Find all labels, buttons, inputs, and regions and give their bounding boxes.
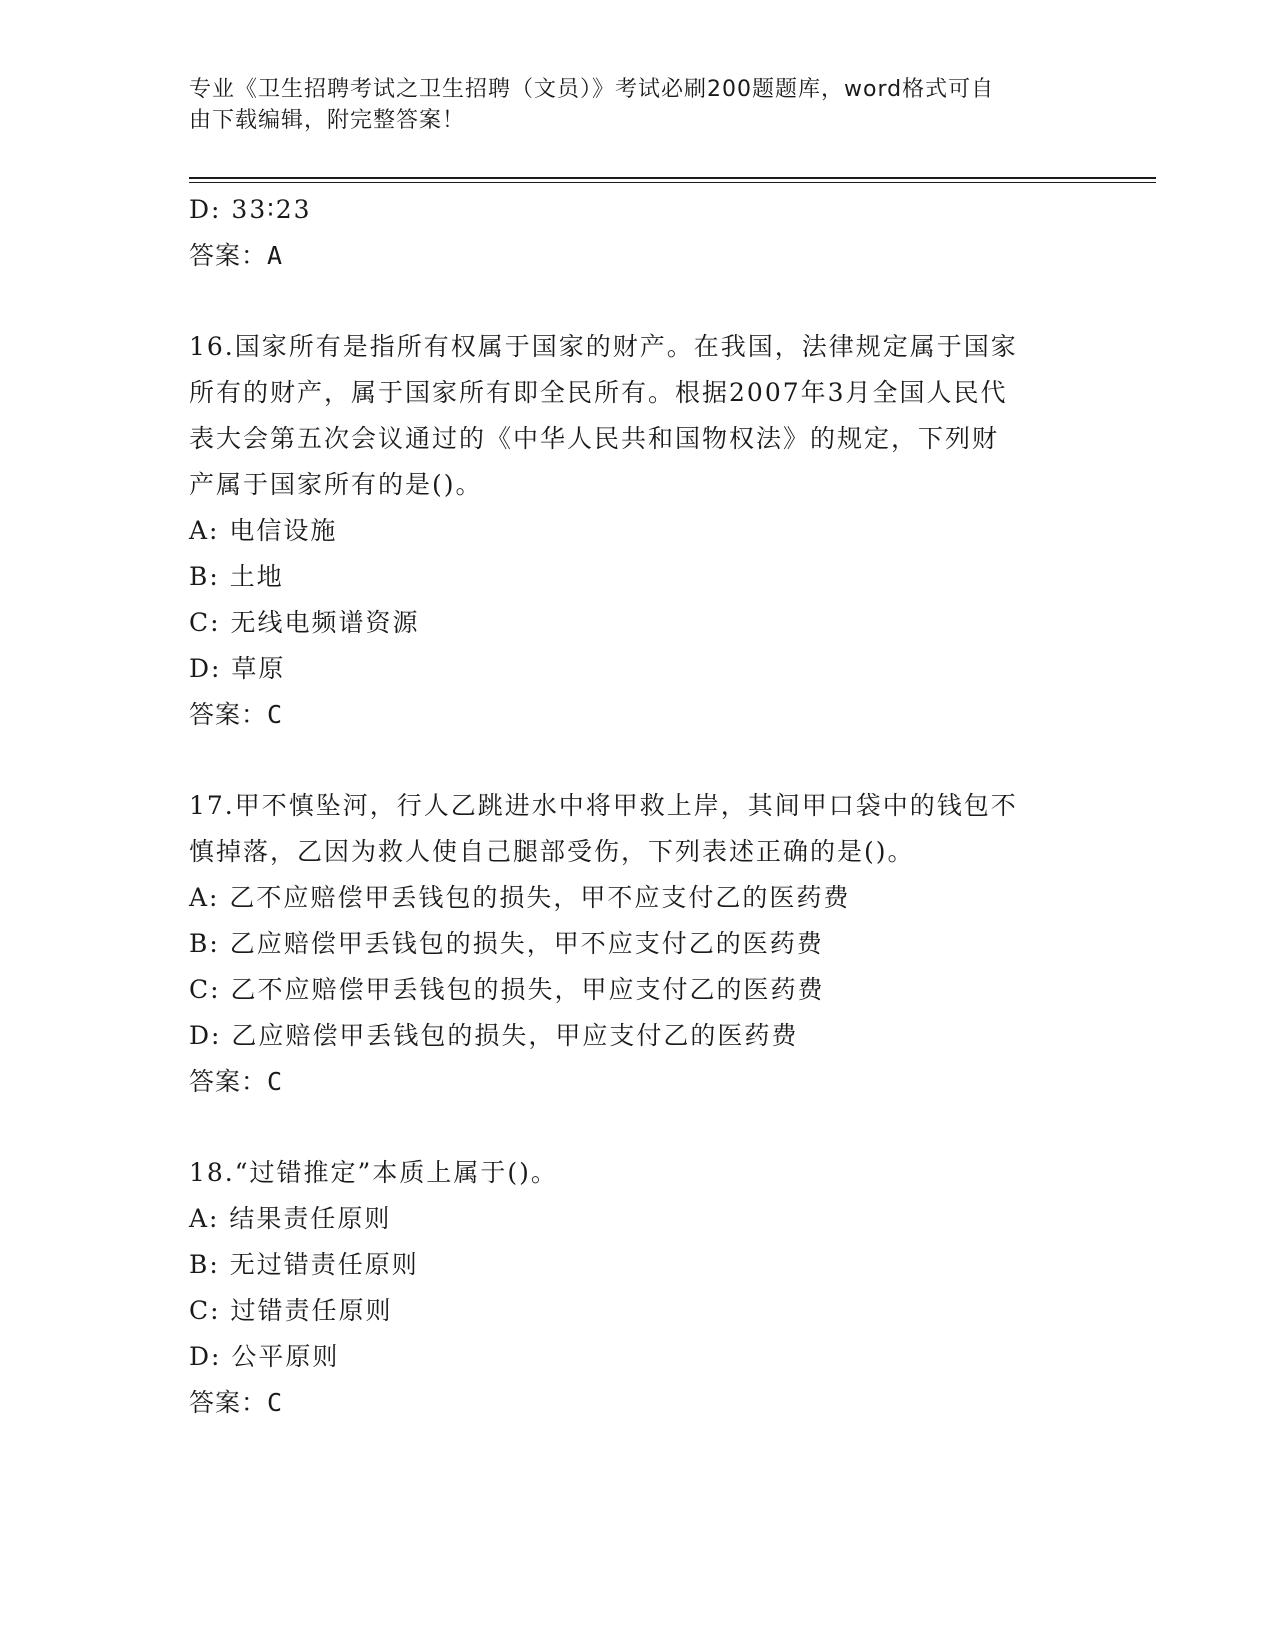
option-d: D: 公平原则 [189,1342,340,1371]
document-header [189,74,1069,136]
answer-value: C [267,700,284,729]
option-a: A: 电信设施 [189,516,338,545]
question-17 [189,783,1089,1105]
header-line-1: 专业《卫生招聘考试之卫生招聘（文员）》考试必刷200题题库，word格式可自 [189,77,995,102]
answer-value: A [267,241,284,270]
option-d: D: 草原 [189,654,286,683]
previous-question-tail [189,187,1089,279]
header-line-2: 由下载编辑，附完整答案！ [189,108,466,133]
option-c: C: 无线电频谱资源 [189,608,420,637]
question-stem-line: 所有的财产，属于国家所有即全民所有。根据2007年3月全国人民代 [189,378,1008,407]
question-16 [189,324,1089,738]
option-c: C: 乙不应赔偿甲丢钱包的损失，甲应支付乙的医药费 [189,975,825,1004]
header-divider-thin [189,182,1156,183]
answer-label: 答案： [189,1067,268,1096]
header-divider-thick [189,177,1156,179]
option-b: B: 乙应赔偿甲丢钱包的损失，甲不应支付乙的医药费 [189,929,824,958]
option-b: B: 无过错责任原则 [189,1250,419,1279]
question-stem-line: 18.“过错推定”本质上属于()。 [189,1158,558,1187]
answer-line [189,692,1089,738]
option-d: D: 乙应赔偿甲丢钱包的损失，甲应支付乙的医药费 [189,1021,799,1050]
document-body [189,187,1089,1426]
answer-value: C [267,1388,284,1417]
answer-line [189,233,1089,279]
answer-label: 答案： [189,241,268,270]
question-stem-line: 产属于国家所有的是()。 [189,470,483,499]
option-a: A: 结果责任原则 [189,1204,392,1233]
option-a: A: 乙不应赔偿甲丢钱包的损失，甲不应支付乙的医药费 [189,883,851,912]
option-c: C: 过错责任原则 [189,1296,393,1325]
question-18 [189,1150,1089,1426]
option-d: D: 33∶23 [189,195,312,224]
answer-label: 答案： [189,700,268,729]
question-stem-line: 慎掉落，乙因为救人使自己腿部受伤，下列表述正确的是()。 [189,837,915,866]
answer-line [189,1380,1089,1426]
option-b: B: 土地 [189,562,284,591]
question-stem-line: 16.国家所有是指所有权属于国家的财产。在我国，法律规定属于国家 [189,332,1018,361]
question-stem-line: 17.甲不慎坠河，行人乙跳进水中将甲救上岸，其间甲口袋中的钱包不 [189,791,1018,820]
question-stem-line: 表大会第五次会议通过的《中华人民共和国物权法》的规定，下列财 [189,424,1000,453]
answer-value: C [267,1067,284,1096]
answer-line [189,1059,1089,1105]
answer-label: 答案： [189,1388,268,1417]
